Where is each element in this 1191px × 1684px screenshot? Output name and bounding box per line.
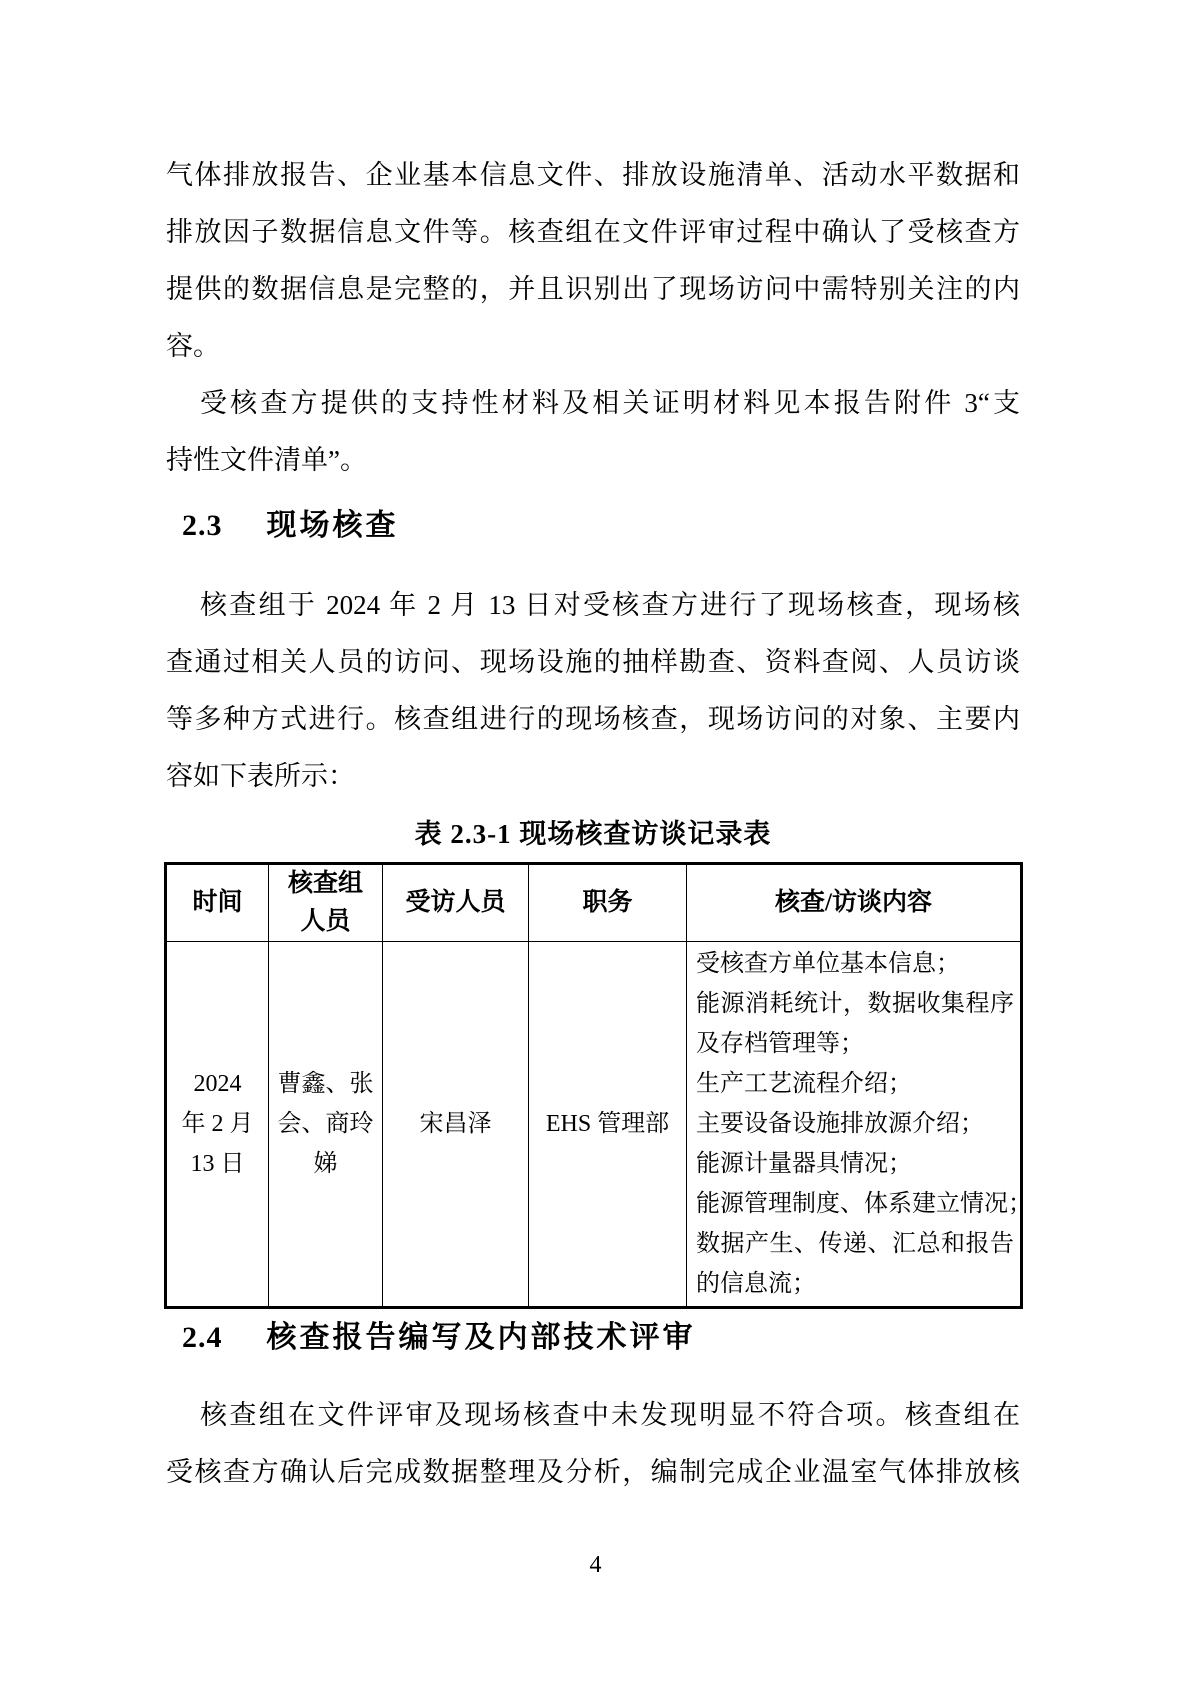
cell-verification-team: 曹鑫、张 会、商玲 娣	[269, 942, 383, 1308]
cell-time: 2024 年 2 月 13 日	[166, 942, 269, 1308]
position-name: EHS 管理部	[545, 1111, 670, 1137]
header-interview-content: 核查/访谈内容	[687, 864, 1022, 942]
header-position: 职务	[529, 864, 687, 942]
section-heading-2-3	[166, 506, 1036, 546]
interviewee-name: 宋昌泽	[419, 1111, 492, 1137]
paragraph-onsite-verification: 核查组于 2024 年 2 月 13 日对受核查方进行了现场核查，现场核 查通过相关人员的访问、现场设施的抽样勘查、资料查阅、人员访谈 等多种方式进行。核查组进行的现场核查，现场访问的对象、主要内 容如下表所示：	[166, 590, 1020, 791]
section-title: 现场核查	[266, 509, 399, 542]
header-interviewee: 受访人员	[383, 864, 529, 942]
table-row	[166, 942, 1022, 1308]
page-number: 4	[589, 1552, 602, 1578]
section-number: 2.4	[182, 1321, 223, 1354]
table-header-row	[166, 864, 1022, 942]
interview-record-table	[164, 862, 1032, 1309]
header-time: 时间	[166, 864, 269, 942]
section-title: 核查报告编写及内部技术评审	[266, 1321, 696, 1354]
table-caption: 表 2.3-1 现场核查访谈记录表	[414, 819, 772, 849]
paragraph-supporting-materials: 受核查方提供的支持性材料及相关证明材料见本报告附件 3“支 持性文件清单”。	[166, 388, 1020, 475]
cell-interview-content	[687, 942, 1032, 1308]
section-number: 2.3	[182, 509, 223, 542]
cell-interviewee	[383, 942, 529, 1308]
section-heading-2-4	[166, 1318, 1036, 1358]
interview-content-lines: 受核查方单位基本信息； 能源消耗统计，数据收集程序 及存档管理等； 生产工艺流程介绍； 主要设备设施排放源介绍； 能源计量器具情况； 能源管理制度、体系建立情况； 数据产生、传递、汇总和报告 的信息流；	[696, 951, 1032, 1297]
header-verification-team: 核查组 人员	[269, 864, 383, 942]
cell-position	[529, 942, 687, 1308]
paragraph-report-writing: 核查组在文件评审及现场核查中未发现明显不符合项。核查组在 受核查方确认后完成数据整理及分析，编制完成企业温室气体排放核	[166, 1400, 1020, 1487]
paragraph-document-review-continued: 气体排放报告、企业基本信息文件、排放设施清单、活动水平数据和 排放因子数据信息文件等。核查组在文件评审过程中确认了受核查方 提供的数据信息是完整的，并且识别出了现场访问中需特别关注的内 容。	[166, 160, 1020, 361]
